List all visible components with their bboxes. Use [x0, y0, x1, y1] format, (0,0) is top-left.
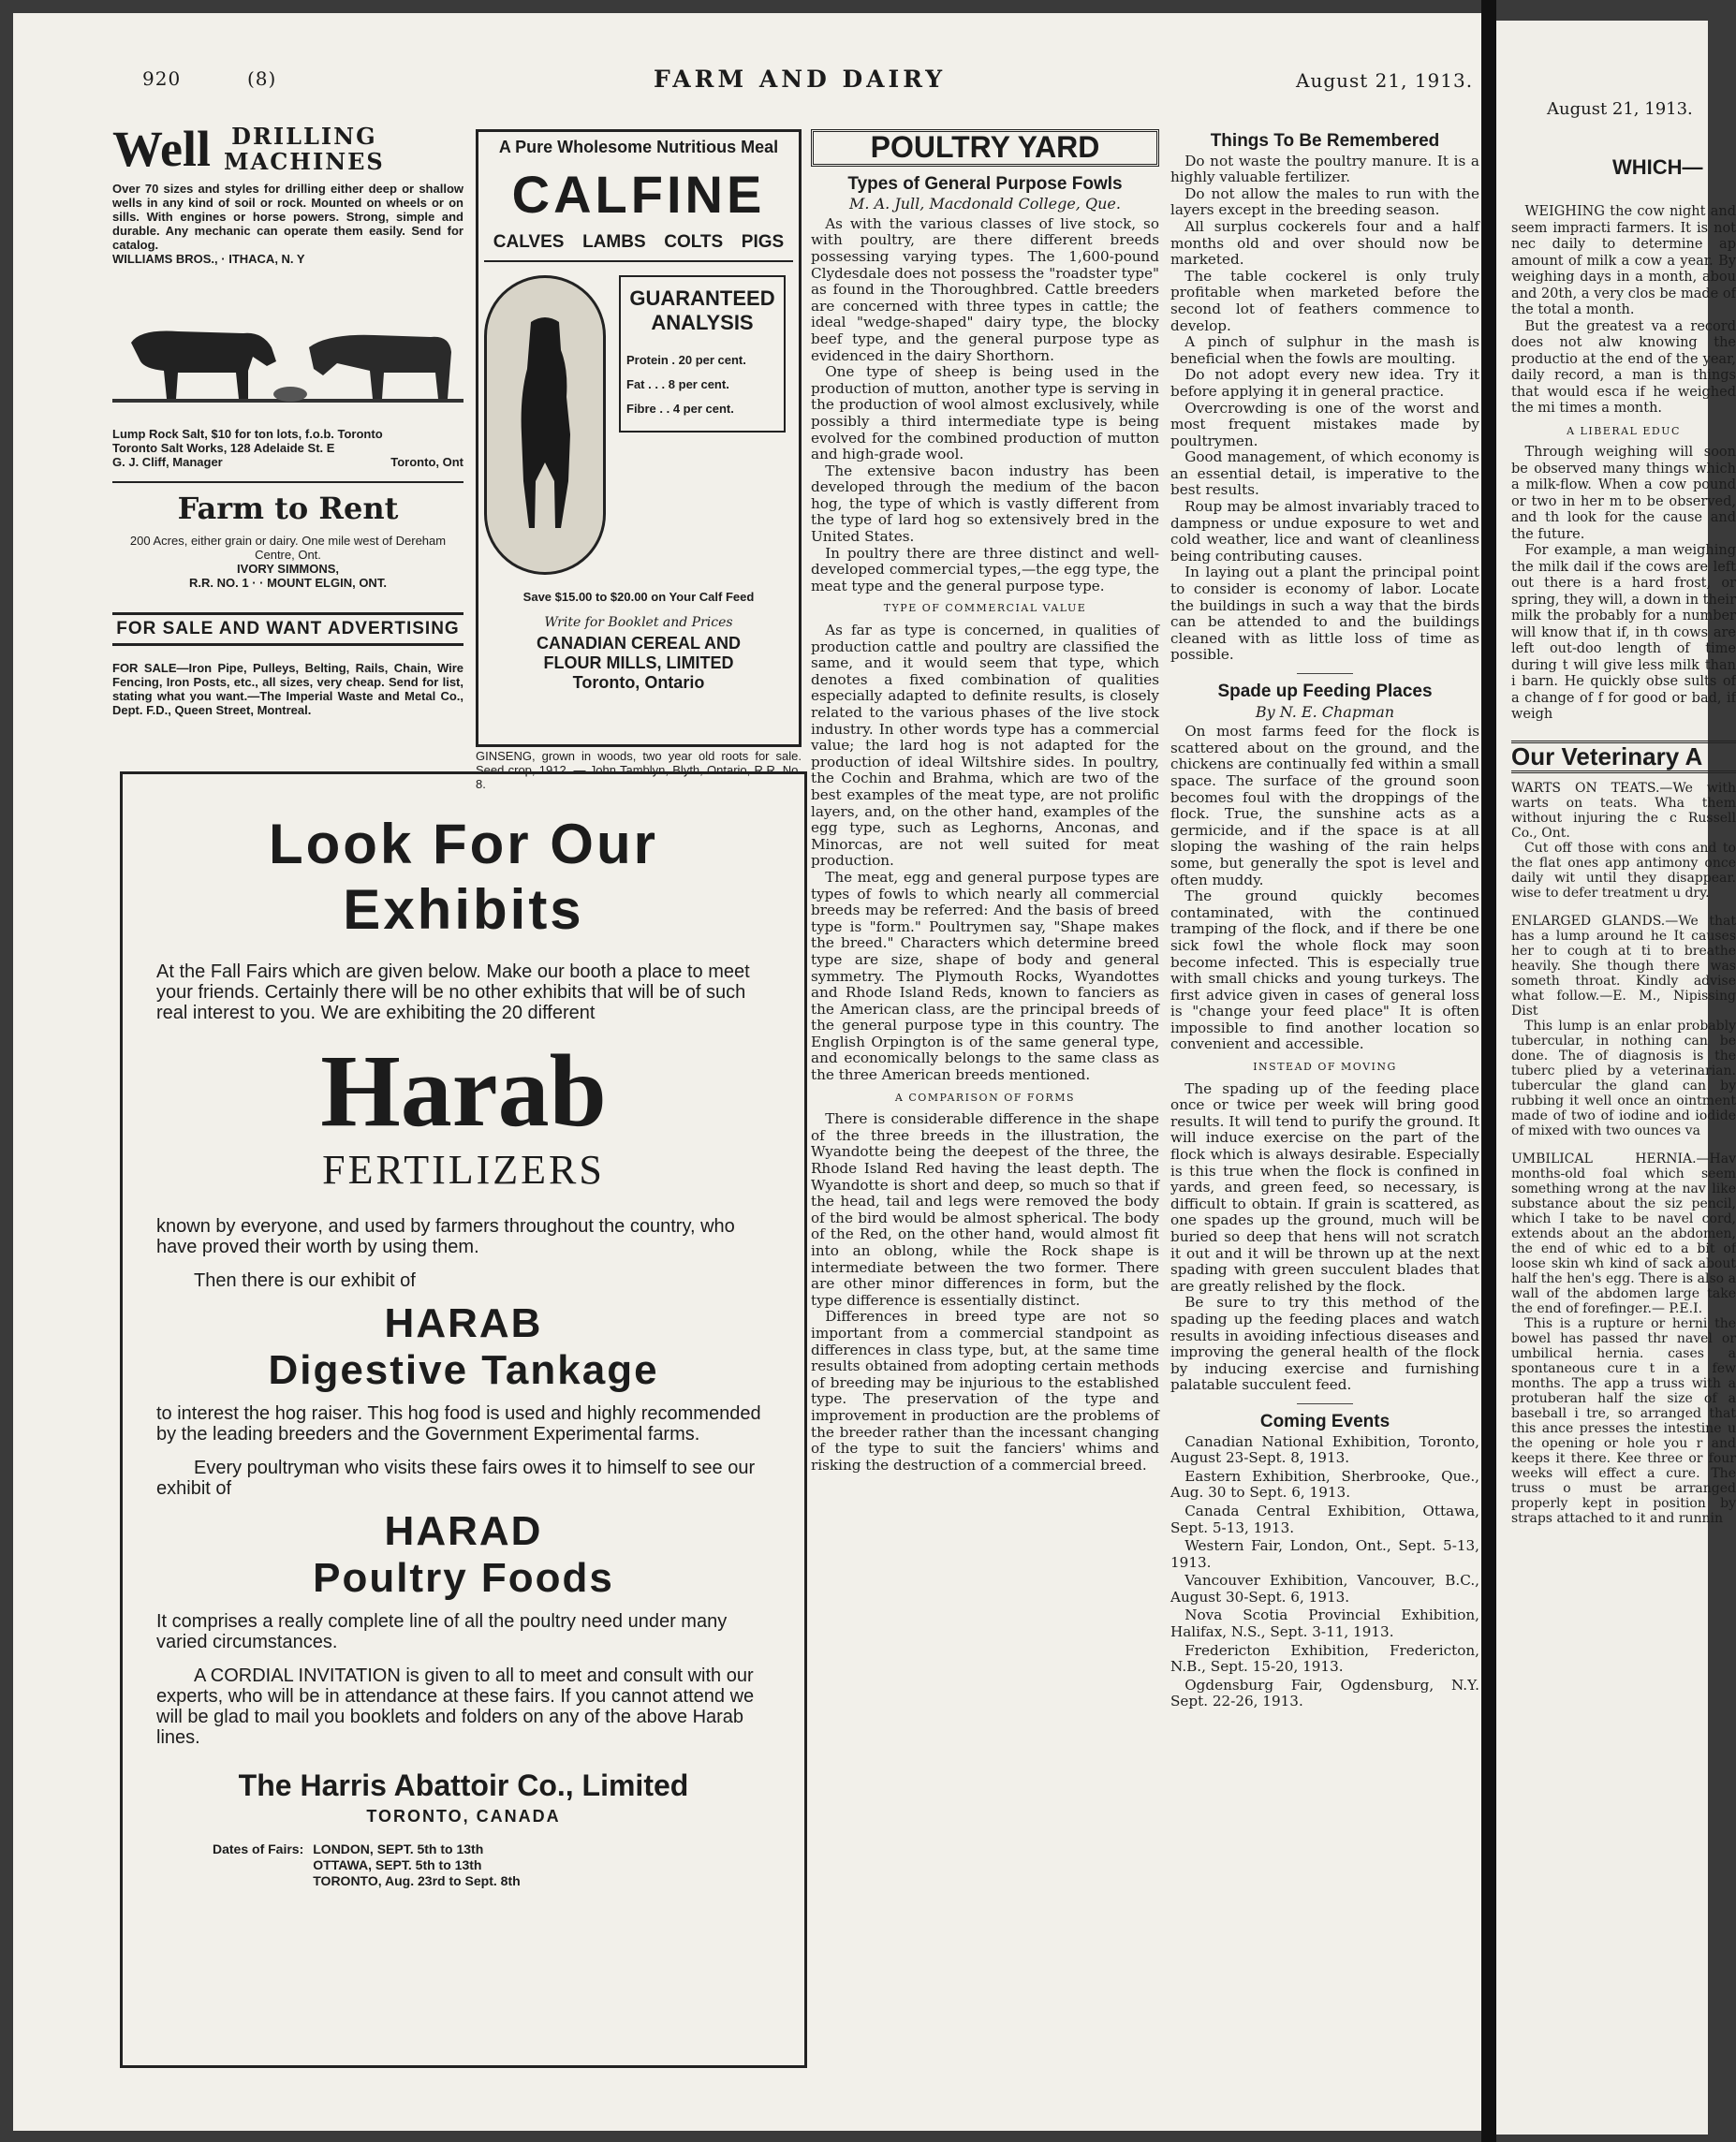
- vet-q3: UMBILICAL HERNIA.—Hav months-old foal which seem something wrong at the nav like substance about the siz pencil, which I take to be navel cord, extends about an the abdomen, the end of whic ed to a bit of loose skin wh kind of sack about half the hen's egg. There is also a wall of the abdomen large take the end of forefinger.— P.E.I.: [1511, 1152, 1736, 1316]
- date-toronto: TORONTO, Aug. 23rd to Sept. 8th: [313, 1873, 521, 1888]
- salt-line1: Lump Rock Salt, $10 for ton lots, f.o.b. Toronto: [112, 427, 383, 441]
- cows-illustration: [112, 305, 463, 418]
- calf-image: [484, 275, 606, 575]
- protein: Protein . 20 per cent.: [626, 353, 746, 367]
- right-p2: But the greatest va a record does not alw knowing the productio at the end of the year, daily record, a man is things that would esca if he weighed the mi times a month.: [1511, 318, 1736, 416]
- fat: Fat . . . 8 per cent.: [626, 377, 729, 391]
- harris-h1: Look For Our: [269, 813, 658, 875]
- calfine-name: CALFINE: [511, 165, 766, 224]
- right-p3: Through weighing will soon be observed many things which a milk-flow. When a cow pound or two in her m to be observed, and th look for the cause and the future.: [1511, 445, 1736, 542]
- date-london: LONDON, SEPT. 5th to 13th: [313, 1841, 484, 1856]
- right-sub: A LIBERAL EDUC: [1567, 424, 1681, 437]
- poultry-p3: The extensive bacon industry has been developed through the medium of the bacon hog, the type of which is vastly different from the type of lard hog so extensively bred in the United States.: [811, 462, 1159, 546]
- harris-p6: It comprises a really complete line of all the poultry need under many varied circumstances.: [156, 1611, 728, 1652]
- salt-manager: G. J. Cliff, Manager: [112, 455, 223, 469]
- well-text: Over 70 sizes and styles for drilling either deep or shallow wells in any kind of soil or rock. Mounted on wheels or on sills. With engines or horse powers. Strong, simple and durable. Any mechanic can operate them easily. Send for catalog.: [112, 182, 463, 252]
- poultry-p7: There is considerable difference in the shape of the three breeds in the illustration, the Wyandotte being the deepest of the three, the Rhode Island Red having the least depth. The Wyandotte is short and deep, so much so that if the head, tail and legs were removed the body of the bird would be almost spherical. The body of the Red, on the other hand, would almost fit into an oblong, while the Rock shape is intermediate between the two former. There are other minor differences in form, but the type difference is essentially distinct.: [811, 1110, 1159, 1309]
- well-contact: WILLIAMS BROS., · ITHACA, N. Y: [112, 252, 305, 266]
- harad-title: HARAD: [384, 1508, 543, 1554]
- harris-p3: Then there is our exhibit of: [194, 1270, 416, 1291]
- spade-p2: The ground quickly becomes contaminated, with the continued tramping of the flock, and if there be one sick fowl the whole flock may soon become infected. This is especially true with small chicks and young turkeys. The first advice given in cases of general loss is "change your feed place" It is often impossible to find another location so convenient and accessible.: [1170, 888, 1479, 1053]
- animal-pigs: PIGS: [741, 232, 785, 252]
- poultry-title: Types of General Purpose Fowls: [847, 173, 1123, 194]
- analysis: ANALYSIS: [651, 311, 754, 334]
- poultry-p2: One type of sheep is being used in the production of mutton, another type is serving in the production of wool almost exclusively, while possibly a third intermediate type is being evolved for the combined production of mutton and high-grade wool.: [811, 363, 1159, 463]
- harris-company: The Harris Abattoir Co., Limited: [238, 1768, 689, 1802]
- digestive-tankage: Digestive Tankage: [268, 1347, 659, 1393]
- harris-city: TORONTO, CANADA: [366, 1807, 561, 1826]
- right-page: [1496, 21, 1736, 2135]
- things-p9: Roup may be almost invariably traced to dampness or undue exposure to wet and cold weather, lice and want of cleanliness being contributing causes.: [1170, 498, 1479, 565]
- calfine-co1: CANADIAN CEREAL AND: [536, 634, 741, 653]
- vet-a3: This is a rupture or herni the bowel has passed thr navel or umbilical hernia. cases a spontaneous cure t in a few months. The app a truss with a protuberan half the size of a baseball i tre, so arranged that this ance presses the intestine u the opening or hole you r and keeps it there. Kee three or four weeks will effect a cure. The truss o must be arranged properly kept in position by straps attached to it and runnin: [1511, 1316, 1736, 1526]
- ginseng-ad: GINSENG, grown in woods, two year old roots for sale. Seed crop, 1912. — John Tamblyn, Blyth, Ontario, R.R. No. 8.: [476, 749, 802, 791]
- well-side1: DRILLING: [231, 123, 377, 150]
- spade-p3: The spading up of the feeding place once or twice per week will bring good results. It will tend to purify the ground. It will induce exercise on the part of the flock which is always desirable. Especially is this true when the flock is confined in yards, and green feed, so necessary, is difficult to obtain. If grain is scattered, as one spades up the ground, much will be buried so deep that hens will not scratch it out and it will be thrown up at the next spading with green succulent blades that are greatly relished by the flock.: [1170, 1079, 1479, 1295]
- harab-title: HARAB: [384, 1300, 543, 1346]
- poultry-banner: POULTRY YARD: [811, 129, 1159, 167]
- farm-text: 200 Acres, either grain or dairy. One mile west of Dereham Centre, Ont.: [129, 534, 447, 562]
- poultry-byline: M. A. Jull, Macdonald College, Que.: [849, 195, 1121, 213]
- calfine-write: Write for Booklet and Prices: [544, 615, 733, 630]
- harris-p4: to interest the hog raiser. This hog food is used and highly recommended by the leading breeders and the Government Experimental farms.: [156, 1403, 761, 1445]
- calfine-ad: [476, 129, 802, 747]
- harab-fertilizers: FERTILIZERS: [322, 1147, 605, 1193]
- things-p7: Overcrowding is one of the worst and most frequent mistakes made by poultrymen.: [1170, 399, 1479, 449]
- fibre: Fibre . . 4 per cent.: [626, 402, 734, 416]
- things-p8: Good management, of which economy is an essential detail, is imperative to the best results.: [1170, 448, 1479, 499]
- things-title: Things To Be Remembered: [1210, 131, 1440, 151]
- event-3: Canada Central Exhibition, Ottawa, Sept. 5-13, 1913.: [1170, 1502, 1479, 1536]
- well-title: Well: [112, 121, 211, 177]
- things-p5: A pinch of sulphur in the mash is beneficial when the fowls are moulting.: [1170, 333, 1479, 367]
- farm-title: Farm to Rent: [177, 491, 399, 526]
- right-p1: WEIGHING the cow night and seem impracti farmers. It is not nec daily to determine ap amount of milk a cow a year. By weighing days in a month, abou and 20th, a very clos be made of the total a month.: [1511, 204, 1736, 317]
- salt-ad: [112, 427, 463, 469]
- poultry-foods: Poultry Foods: [313, 1555, 614, 1601]
- guaranteed: GUARANTEED: [629, 286, 775, 310]
- sale-header: [112, 612, 463, 646]
- right-date: August 21, 1913.: [1547, 99, 1693, 119]
- well-drilling-ad: [112, 121, 463, 266]
- calfine-animals: [484, 232, 793, 262]
- salt-line2: Toronto Salt Works, 128 Adelaide St. E: [112, 441, 335, 455]
- vet-q1: WARTS ON TEATS.—We with warts on teats. Wha them without injuring the c Russell Co., Ont.: [1511, 781, 1736, 841]
- calfine-co2: FLOUR MILLS, LIMITED: [543, 653, 734, 672]
- event-5: Vancouver Exhibition, Vancouver, B.C., August 30-Sept. 6, 1913.: [1170, 1572, 1479, 1606]
- things-column: [1170, 129, 1479, 1712]
- calfine-tag: A Pure Wholesome Nutritious Meal: [498, 138, 779, 156]
- calfine-city: Toronto, Ontario: [572, 673, 705, 692]
- left-page: [13, 13, 1481, 2131]
- poultry-column: [811, 129, 1159, 1474]
- calfine-save: Save $15.00 to $20.00 on Your Calf Feed: [522, 590, 755, 604]
- masthead: FARM AND DAIRY: [654, 66, 947, 93]
- poultry-sub2: A COMPARISON OF FORMS: [894, 1091, 1076, 1104]
- animal-calves: CALVES: [493, 232, 565, 252]
- fair-dates: [213, 1841, 771, 1889]
- harris-ad: [120, 771, 807, 2068]
- right-title: WHICH—: [1612, 155, 1703, 179]
- animal-colts: COLTS: [664, 232, 724, 252]
- sale-title: FOR SALE AND WANT ADVERTISING: [116, 619, 460, 638]
- poultry-sub1: TYPE OF COMMERCIAL VALUE: [883, 602, 1087, 615]
- sale-text: FOR SALE—Iron Pipe, Pulleys, Belting, Rails, Chain, Wire Fencing, Iron Posts, etc., all sizes, very cheap. Send for list, stating what you want.—The Imperial Waste and Metal Co., Dept. F.D., Queen Street, Montreal.: [112, 661, 463, 717]
- page-date: August 21, 1913.: [1296, 69, 1474, 92]
- harris-p7: A CORDIAL INVITATION is given to all to meet and consult with our experts, who will be in attendance at these fairs. If you cannot attend we will be glad to mail you booklets and folders on any of the above Harab lines.: [156, 1665, 755, 1748]
- well-side2: MACHINES: [224, 148, 385, 175]
- things-p6: Do not adopt every new idea. Try it before applying it in general practice.: [1170, 366, 1479, 400]
- right-column: [1511, 204, 1736, 1526]
- event-1: Canadian National Exhibition, Toronto, August 23-Sept. 8, 1913.: [1170, 1432, 1479, 1467]
- harris-p2: known by everyone, and used by farmers throughout the country, who have proved their worth by using them.: [156, 1216, 735, 1257]
- things-p1: Do not waste the poultry manure. It is a highly valuable fertilizer.: [1170, 152, 1479, 186]
- spade-byline: By N. E. Chapman: [1255, 702, 1395, 721]
- things-p4: The table cockerel is only truly profitable when marketed before the second lot of feathers commence to develop.: [1170, 267, 1479, 334]
- animal-lambs: LAMBS: [582, 232, 646, 252]
- poultry-p8: Differences in breed type are not so important from a commercial standpoint as differences in class type, but, at the same time results obtained from adopting certain methods of breeding may be injurious to the established type. The preservation of the type and improvement in production are the problems of the breeder rather than the incessant changing of the type to suit the fanciers' whims and risking the destruction of a commercial breed.: [811, 1308, 1159, 1474]
- event-6: Nova Scotia Provincial Exhibition, Halifax, N.S., Sept. 3-11, 1913.: [1170, 1606, 1479, 1641]
- vet-a1: Cut off those with cons and to the flat ones app antimony once daily wit until they disappear. wise to defer treatment u dry.: [1511, 841, 1736, 901]
- poultry-p4: In poultry there are three distinct and well-developed commercial types,—the egg type, the meat type and the general purpose type.: [811, 544, 1159, 594]
- event-4: Western Fair, London, Ont., Sept. 5-13, 1913.: [1170, 1537, 1479, 1571]
- spade-p4: Be sure to try this method of the spading up the feeding places and watch results in avoiding infectious diseases and improving the general health of the flock by inducing exercise and furnishing palatable succulent feed.: [1170, 1294, 1479, 1394]
- dates-label: Dates of Fairs:: [213, 1841, 304, 1856]
- date-ottawa: OTTAWA, SEPT. 5th to 13th: [313, 1857, 482, 1872]
- farm-addr: R.R. NO. 1 · · MOUNT ELGIN, ONT.: [189, 576, 387, 590]
- event-8: Ogdensburg Fair, Ogdensburg, N.Y. Sept. 22-26, 1913.: [1170, 1676, 1479, 1710]
- page-gutter: [1481, 0, 1496, 2142]
- right-p4: For example, a man weighing the milk dail if the cows are left out there is a hard frost, or spring, they will, a down in their milk the probably for a number will know that if, in th cows are left out-doo length of time during t will give less milk than i barn. He quickly obse sults of a change of f for good or bad, if weigh: [1511, 543, 1736, 722]
- things-p2: Do not allow the males to run with the layers except in the breeding season.: [1170, 184, 1479, 219]
- things-p3: All surplus cockerels four and a half months old and over should now be marketed.: [1170, 217, 1479, 269]
- event-7: Fredericton Exhibition, Fredericton, N.B., Sept. 15-20, 1913.: [1170, 1641, 1479, 1676]
- poultry-p5: As far as type is concerned, in qualities of production cattle and poultry are classified the same, and it would seem that type, which denotes a fixed combination of qualities especially adapted to definite results, is closely related to the various phases of the live stock industry. In other words type has a commercial value; the lard hog is not adapted for the production of ideal Wiltshire sides. In poultry, the Cochin and Brahma, which are two of the best examples of the meat type, are not prolific layers, and, on the other hand, examples of the egg type, such as Leghorns, Anconas, and Minorcas, are not well suited for meat production.: [811, 622, 1159, 870]
- harris-h2: Exhibits: [343, 878, 584, 941]
- spade-title: Spade up Feeding Places: [1217, 682, 1433, 701]
- harris-p5: Every poultryman who visits these fairs owes it to himself to see our exhibit of: [156, 1458, 756, 1499]
- section-number: (8): [247, 67, 277, 90]
- vet-q2: ENLARGED GLANDS.—We that has a lump around he It causes her to cough at ti to breathe heavily. She though there was someth throat. Kindly advise what follow.—E. M., Nipissing Dist: [1511, 914, 1736, 1019]
- harab-brand: Harab: [320, 1034, 607, 1148]
- poultry-p1: As with the various classes of live stock, so with poultry, are there different breeds possessing varying types. The 1,600-pound Clydesdale does not possess the "roadster type" as found in the Thoroughbred. Cattle breeders are concerned with three types in cattle; the ideal "wedge-shaped" dairy type, the blocky beef type, and the general purpose type as evidenced in the dairy Shorthorn.: [811, 214, 1159, 364]
- poultry-p6: The meat, egg and general purpose types are types of fowls to which nearly all commercial breeds may be referred: And the basis of breed type is "form." Poultrymen say, "Shape makes the breed." Characters which determine breed type are size, shape of body and general symmetry. The Plymouth Rocks, Wyandottes and Rhode Island Reds, known to fanciers as the American class, are the principal breeds of the general purpose type in this country. The English Orpington is of the same general type, and economically belongs to the same class as the three American breeds mentioned.: [811, 868, 1159, 1084]
- farm-name: IVORY SIMMONS,: [236, 562, 340, 576]
- event-2: Eastern Exhibition, Sherbrooke, Que., Aug. 30 to Sept. 6, 1913.: [1170, 1467, 1479, 1502]
- spade-sub: INSTEAD OF MOVING: [1253, 1061, 1397, 1074]
- veterinary-banner: Our Veterinary A: [1511, 741, 1736, 774]
- things-p10: In laying out a plant the principal point to consider is economy of labor. Locate the buildings in such a way that the birds can be attended to and the buildings cleaned with as little loss of time as possible.: [1170, 564, 1479, 664]
- spade-p1: On most farms feed for the flock is scattered about on the ground, and the chickens are continually fed within a small space. The surface of the ground soon becomes foul with the droppings of the flock. True, the sunshine acts as a germicide, and if the space is at all sloping the washing of the rain helps some, but generally the spot is level and often muddy.: [1170, 723, 1479, 888]
- page-number: 920: [142, 67, 182, 90]
- harris-p1: At the Fall Fairs which are given below. Make our booth a place to meet your friends. Certainly there will be no other exhibits that will be of such real interest to you. We are exhibiting the 20 different: [156, 961, 750, 1023]
- farm-rent-ad: [112, 481, 463, 590]
- vet-a2: This lump is an enlar probably tubercular, in nothing can be done. The of diagnosis is the tuberc plied by a veterinarian. tubercular the gland can by rubbing it well once an ointment made of two of iodine and iodide of mixed with two ounces va: [1511, 1019, 1736, 1138]
- salt-city: Toronto, Ont: [390, 455, 463, 469]
- events-title: Coming Events: [1259, 1411, 1390, 1431]
